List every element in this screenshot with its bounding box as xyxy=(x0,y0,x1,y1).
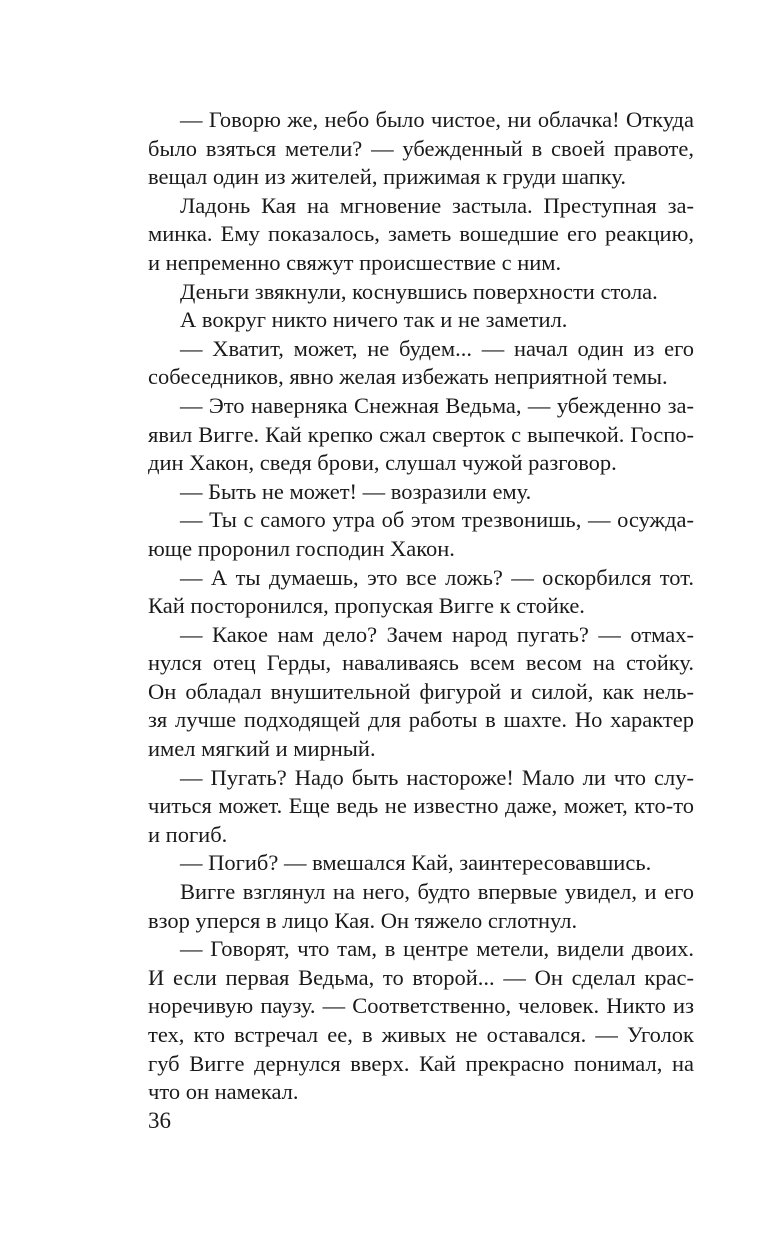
text-line: собеседников, явно желая избежать неприятной темы. xyxy=(148,364,668,390)
page-body xyxy=(148,106,694,1107)
text-line: Ладонь Кая на мгновение застыла. Преступная за- xyxy=(180,192,694,218)
text-line: нулся отец Герды, наваливаясь всем весом на стойку. xyxy=(148,650,694,676)
text-line: — Говорю же, небо было чистое, ни облачка! Откуда xyxy=(180,107,694,132)
text-line: — Это наверняка Снежная Ведьма, — убежденно за- xyxy=(180,392,694,418)
text-line: Он обладал внушительной фигурой и силой, как нель- xyxy=(148,678,694,704)
text-line: явил Вигге. Кай крепко сжал сверток с выпечкой. Госпо- xyxy=(148,421,694,447)
text-line: зя лучше подходящей для работы в шахте. Но характер xyxy=(148,707,694,733)
text-line: минка. Ему показалось, заметь вошедшие его реакцию, xyxy=(148,221,694,247)
text-line: — Погиб? — вмешался Кай, заинтересовавшись. xyxy=(180,850,652,876)
text-line: взор уперся в лицо Кая. Он тяжело сглотнул. xyxy=(148,907,578,933)
text-line: — Говорят, что там, в центре метели, видели двоих. xyxy=(180,936,694,962)
text-line: губ Вигге дернулся вверх. Кай прекрасно понимал, на xyxy=(148,1050,694,1076)
text-line: имел мягкий и мирный. xyxy=(148,736,376,762)
text-line: Деньги звякнули, коснувшись поверхности стола. xyxy=(180,278,658,304)
text-line: Кай посторонился, пропуская Вигге к стойке. xyxy=(148,593,585,619)
text-line: читься может. Еще ведь не известно даже, может, кто-то xyxy=(148,793,694,819)
text-line: что он намекал. xyxy=(148,1079,299,1105)
text-line: тех, кто встречал ее, в живых не оставался. — Уголок xyxy=(148,1022,694,1047)
text-line: норечивую паузу. — Соответственно, человек. Никто из xyxy=(148,993,694,1019)
text-line: А вокруг никто ничего так и не заметил. xyxy=(180,307,568,333)
text-line: — Хватит, может, не будем... — начал один из его xyxy=(180,335,694,361)
text-line: юще проронил господин Хакон. xyxy=(148,535,455,561)
text-line: и погиб. xyxy=(148,821,228,847)
text-line: дин Хакон, сведя брови, слушал чужой разговор. xyxy=(148,450,617,476)
text-line: и непременно свяжут происшествие с ним. xyxy=(148,249,562,275)
text-line: вещал один из жителей, прижимая к груди шапку. xyxy=(148,164,627,190)
text-line: Вигге взглянул на него, будто впервые увидел, и его xyxy=(180,879,694,905)
text-line: — Пугать? Надо быть настороже! Мало ли что слу- xyxy=(180,764,694,790)
text-line: И если первая Ведьма, то второй... — Он сделал крас- xyxy=(148,964,694,990)
text-line: — Ты с самого утра об этом трезвонишь, — осужда- xyxy=(180,507,694,533)
text-line: — А ты думаешь, это все ложь? — оскорбился тот. xyxy=(180,564,694,590)
text-line: было взяться метели? — убежденный в своей правоте, xyxy=(148,135,694,161)
text-line: — Быть не может! — возразили ему. xyxy=(180,478,532,504)
page-number: 36 xyxy=(148,1108,171,1133)
text-line: — Какое нам дело? Зачем народ пугать? — отмах- xyxy=(180,621,694,647)
